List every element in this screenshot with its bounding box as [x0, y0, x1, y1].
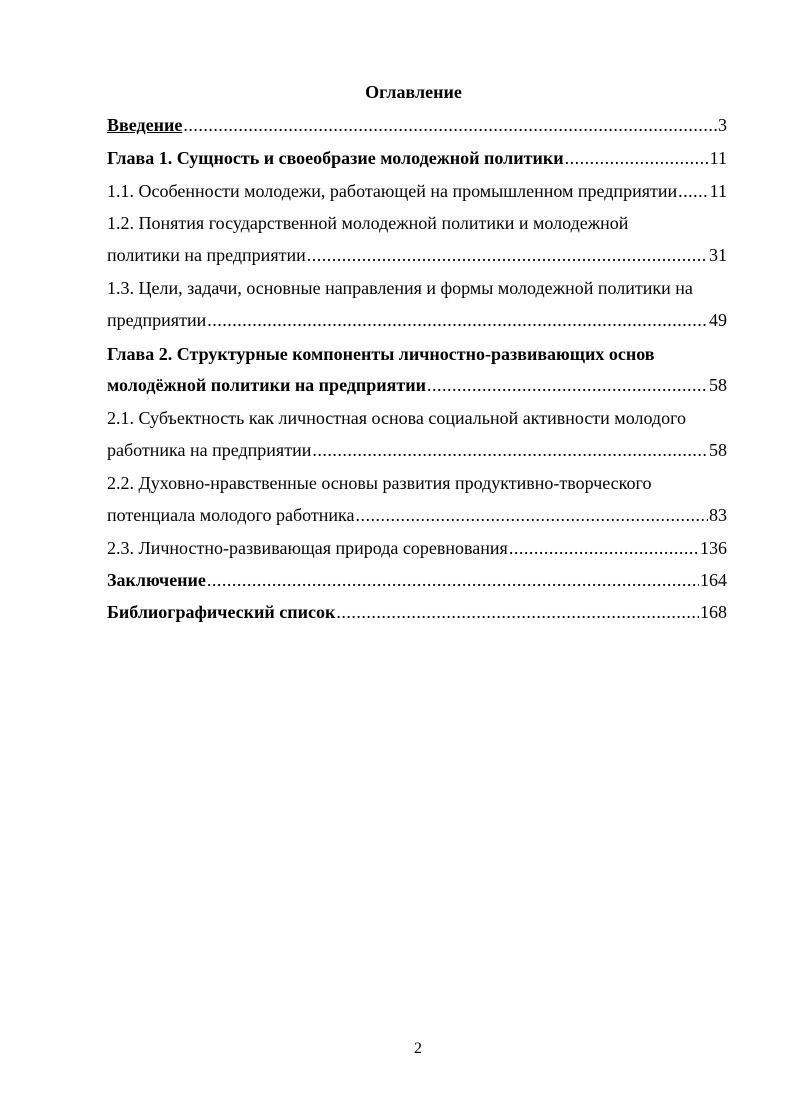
- toc-entry-section-1-2-line1: 1.2. Понятия государственной молодежной политики и молодежной: [107, 213, 629, 233]
- toc-entry-chapter-2-line1: Глава 2. Структурные компоненты личностно-развивающих основ: [107, 344, 655, 364]
- leader-dots: [427, 372, 708, 398]
- toc-entry-text: 1.1. Особенности молодежи, работающей на промышленном предприятии: [107, 181, 678, 201]
- page-number: 2: [414, 1040, 422, 1057]
- toc-entry-page: 83: [709, 505, 727, 525]
- toc-entry-section-1-2[interactable]: [107, 242, 727, 268]
- leader-dots: [207, 307, 708, 333]
- toc-entry-text: Заключение: [107, 570, 206, 590]
- toc-entry-section-2-2-line1: 2.2. Духовно-нравственные основы развития продуктивно-творческого: [107, 473, 652, 493]
- toc-entry-text: потенциала молодого работника: [107, 505, 355, 525]
- toc-entry-introduction[interactable]: [107, 112, 727, 138]
- toc-entry-page: 164: [700, 570, 727, 590]
- toc-entry-conclusion[interactable]: [107, 567, 727, 593]
- toc-entry-section-2-1-line1: 2.1. Субъектность как личностная основа социальной активности молодого: [107, 408, 687, 428]
- toc-entry-page: 58: [709, 375, 727, 395]
- toc-entry-page: 3: [718, 115, 727, 135]
- toc-entry-chapter-2[interactable]: [107, 372, 727, 398]
- toc-entry-page: 49: [709, 310, 727, 330]
- toc-entry-text: Глава 1. Сущность и своеобразие молодежной политики: [107, 148, 564, 168]
- toc-entry-text: предприятии: [107, 310, 207, 330]
- leader-dots: [355, 502, 708, 528]
- toc-entry-page: 168: [700, 602, 727, 622]
- toc-entry-page: 31: [709, 245, 727, 265]
- leader-dots: [207, 567, 699, 593]
- leader-dots: [509, 535, 699, 561]
- toc-entry-section-1-3-line1: 1.3. Цели, задачи, основные направления и формы молодежной политики на: [107, 278, 693, 298]
- toc-entry-section-2-3[interactable]: [107, 535, 727, 561]
- toc-entry-section-2-1[interactable]: [107, 437, 727, 463]
- toc-entry-text: 2.3. Личностно-развивающая природа соревнования: [107, 538, 508, 558]
- toc-entry-text: Введение: [107, 115, 183, 135]
- toc-title: Оглавление: [365, 82, 462, 102]
- leader-dots: [183, 112, 717, 138]
- leader-dots: [678, 178, 709, 204]
- toc-entry-text: Библиографический список: [107, 602, 336, 622]
- toc-entry-page: 11: [709, 181, 727, 201]
- leader-dots: [565, 145, 709, 171]
- toc-entry-chapter-1[interactable]: [107, 145, 727, 171]
- leader-dots: [307, 242, 708, 268]
- toc-entry-section-2-2[interactable]: [107, 502, 727, 528]
- toc-entry-text: политики на предприятии: [107, 245, 306, 265]
- toc-entry-page: 136: [700, 538, 727, 558]
- toc-entry-text: работника на предприятии: [107, 440, 312, 460]
- toc-entry-bibliography[interactable]: [107, 599, 727, 625]
- toc-entry-text: молодёжной политики на предприятии: [107, 375, 426, 395]
- toc-entry-section-1-1[interactable]: [107, 178, 727, 204]
- leader-dots: [336, 599, 699, 625]
- toc-entry-page: 11: [709, 148, 727, 168]
- toc-entry-page: 58: [709, 440, 727, 460]
- leader-dots: [312, 437, 708, 463]
- toc-entry-section-1-3[interactable]: [107, 307, 727, 333]
